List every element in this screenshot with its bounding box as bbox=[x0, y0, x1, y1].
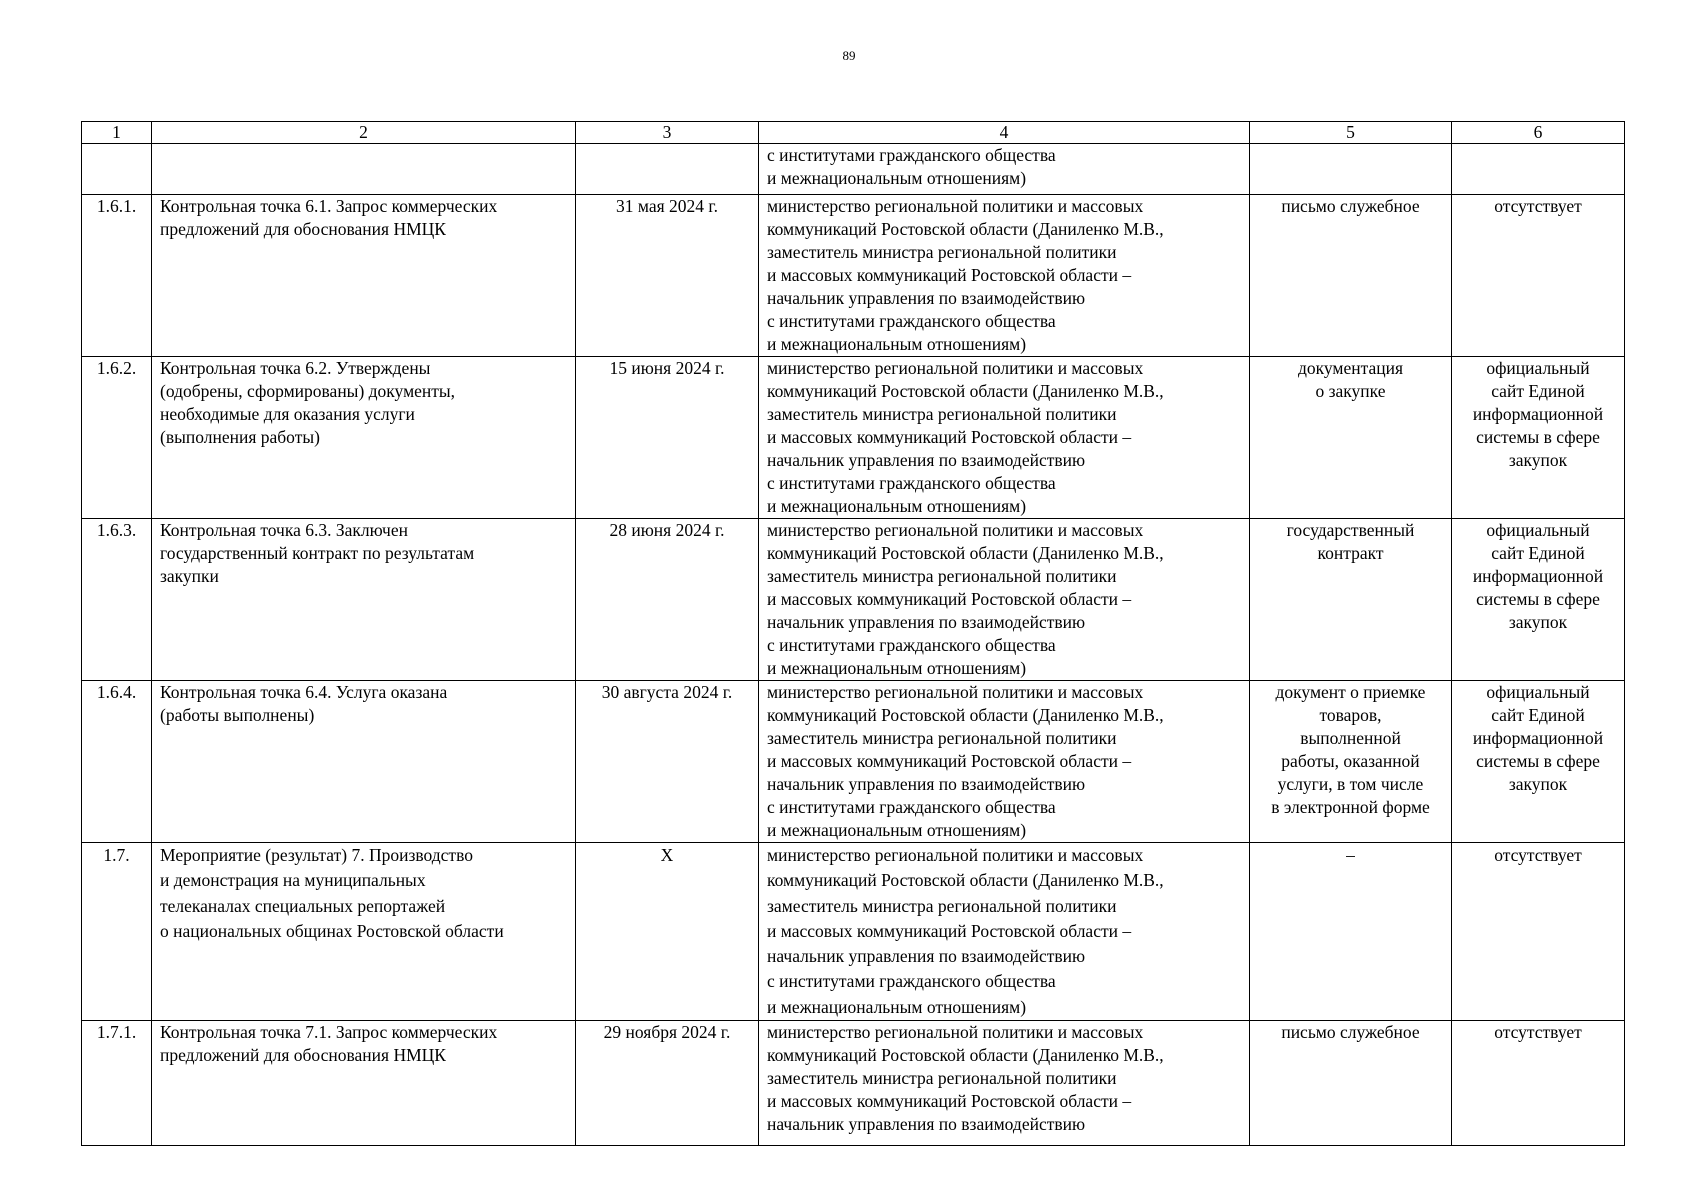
cell-line: – bbox=[1346, 845, 1355, 865]
cell-line: контракт bbox=[1317, 543, 1384, 563]
cell-line: закупок bbox=[1508, 612, 1568, 632]
cell-text: 29 ноября 2024 г. bbox=[603, 1022, 731, 1043]
cell-text: 1.7. bbox=[103, 845, 130, 865]
cell-number bbox=[82, 519, 152, 681]
cell-text: 1.6.1. bbox=[96, 196, 137, 216]
cell-line: министерство региональной политики и массовых bbox=[767, 845, 1144, 865]
cell-line: системы в сфере bbox=[1476, 751, 1600, 771]
cell-line: документ о приемке bbox=[1275, 682, 1426, 702]
cell-line: министерство региональной политики и массовых bbox=[767, 682, 1144, 702]
cell-line: заместитель министра региональной политики bbox=[767, 728, 1117, 748]
cell-text: 1.6.4. bbox=[96, 682, 137, 702]
cell-information-system bbox=[1452, 195, 1625, 357]
cell-document bbox=[1250, 519, 1452, 681]
cell-line: и массовых коммуникаций Ростовской области – bbox=[767, 920, 1132, 941]
cell-number bbox=[82, 144, 152, 195]
table-row bbox=[82, 144, 1625, 195]
table-row bbox=[82, 195, 1625, 357]
header-col-2: 2 bbox=[152, 122, 576, 144]
cell-line: предложений для обоснования НМЦК bbox=[160, 219, 446, 239]
cell-line: с институтами гражданского общества bbox=[767, 473, 1056, 493]
cell-line: выполненной bbox=[1300, 728, 1401, 748]
cell-line: информационной bbox=[1472, 566, 1604, 586]
cell-responsible bbox=[759, 195, 1250, 357]
cell-line: Контрольная точка 6.2. Утверждены bbox=[160, 358, 431, 378]
cell-line: и межнациональным отношениям) bbox=[767, 168, 1027, 188]
cell-line: государственный контракт по результатам bbox=[160, 543, 475, 563]
cell-line: (работы выполнены) bbox=[160, 705, 315, 725]
cell-line: и массовых коммуникаций Ростовской области – bbox=[767, 427, 1132, 447]
cell-text: 31 мая 2024 г. bbox=[616, 196, 718, 216]
cell-line: сайт Единой bbox=[1491, 543, 1585, 563]
cell-line: официальный bbox=[1486, 682, 1590, 702]
cell-number bbox=[82, 1021, 152, 1146]
cell-line: и межнациональным отношениям) bbox=[767, 658, 1027, 678]
cell-document bbox=[1250, 195, 1452, 357]
cell-line: с институтами гражданского общества bbox=[767, 797, 1056, 817]
plan-table bbox=[81, 121, 1625, 1146]
cell-date bbox=[576, 144, 759, 195]
header-col-3: 3 bbox=[576, 122, 759, 144]
cell-name bbox=[152, 843, 576, 1021]
cell-text: 15 июня 2024 г. bbox=[609, 358, 725, 378]
cell-line: отсутствует bbox=[1494, 196, 1582, 216]
cell-line: заместитель министра региональной политики bbox=[767, 1068, 1117, 1089]
cell-text: 1.6.3. bbox=[96, 520, 137, 540]
cell-line: сайт Единой bbox=[1491, 381, 1585, 401]
cell-line: заместитель министра региональной политики bbox=[767, 895, 1117, 916]
cell-line: и массовых коммуникаций Ростовской области – bbox=[767, 751, 1132, 771]
cell-document bbox=[1250, 681, 1452, 843]
cell-line: заместитель министра региональной политики bbox=[767, 242, 1117, 262]
cell-line: услуги, в том числе bbox=[1277, 774, 1424, 794]
cell-text: 28 июня 2024 г. bbox=[609, 520, 725, 540]
cell-line: начальник управления по взаимодействию bbox=[767, 774, 1086, 794]
cell-line: коммуникаций Ростовской области (Даниленко М.В., bbox=[767, 705, 1164, 725]
table-row bbox=[82, 843, 1625, 1021]
cell-information-system bbox=[1452, 144, 1625, 195]
cell-line: информационной bbox=[1472, 404, 1604, 424]
cell-line: министерство региональной политики и массовых bbox=[767, 196, 1144, 216]
cell-information-system bbox=[1452, 357, 1625, 519]
cell-line: Контрольная точка 6.1. Запрос коммерческих bbox=[160, 196, 498, 216]
cell-line: отсутствует bbox=[1494, 1022, 1582, 1043]
cell-line: коммуникаций Ростовской области (Даниленко М.В., bbox=[767, 381, 1164, 401]
cell-line: коммуникаций Ростовской области (Даниленко М.В., bbox=[767, 543, 1164, 563]
cell-responsible bbox=[759, 144, 1250, 195]
cell-line: и массовых коммуникаций Ростовской области – bbox=[767, 1091, 1132, 1112]
cell-line: системы в сфере bbox=[1476, 427, 1600, 447]
cell-line: (одобрены, сформированы) документы, bbox=[160, 381, 456, 401]
cell-line: с институтами гражданского общества bbox=[767, 971, 1056, 992]
cell-information-system bbox=[1452, 519, 1625, 681]
cell-number bbox=[82, 357, 152, 519]
header-col-1: 1 bbox=[82, 122, 152, 144]
cell-number bbox=[82, 195, 152, 357]
cell-text: 1.7.1. bbox=[96, 1022, 137, 1043]
cell-line: и межнациональным отношениям) bbox=[767, 820, 1027, 840]
cell-date bbox=[576, 843, 759, 1021]
cell-information-system bbox=[1452, 1021, 1625, 1146]
cell-line: необходимые для оказания услуги bbox=[160, 404, 415, 424]
header-col-5: 5 bbox=[1250, 122, 1452, 144]
cell-line: и межнациональным отношениям) bbox=[767, 496, 1027, 516]
cell-document bbox=[1250, 1021, 1452, 1146]
cell-line: письмо служебное bbox=[1281, 196, 1420, 216]
cell-name bbox=[152, 144, 576, 195]
cell-number bbox=[82, 681, 152, 843]
cell-line: и массовых коммуникаций Ростовской области – bbox=[767, 589, 1132, 609]
cell-line: Контрольная точка 6.4. Услуга оказана bbox=[160, 682, 448, 702]
cell-line: в электронной форме bbox=[1271, 797, 1430, 817]
cell-line: коммуникаций Ростовской области (Даниленко М.В., bbox=[767, 1045, 1164, 1066]
cell-line: начальник управления по взаимодействию bbox=[767, 450, 1086, 470]
cell-line: начальник управления по взаимодействию bbox=[767, 1114, 1086, 1135]
cell-line: товаров, bbox=[1319, 705, 1382, 725]
cell-line: государственный bbox=[1286, 520, 1415, 540]
cell-date bbox=[576, 1021, 759, 1146]
table-row bbox=[82, 519, 1625, 681]
cell-line: информационной bbox=[1472, 728, 1604, 748]
cell-name bbox=[152, 195, 576, 357]
cell-line: о национальных общинах Ростовской области bbox=[160, 920, 504, 941]
cell-document bbox=[1250, 144, 1452, 195]
cell-line: начальник управления по взаимодействию bbox=[767, 946, 1086, 967]
cell-text: 1.6.2. bbox=[96, 358, 137, 378]
cell-line: Мероприятие (результат) 7. Производство bbox=[160, 845, 473, 865]
cell-text: 30 августа 2024 г. bbox=[601, 682, 733, 702]
cell-responsible bbox=[759, 843, 1250, 1021]
table-row bbox=[82, 681, 1625, 843]
cell-line: предложений для обоснования НМЦК bbox=[160, 1045, 446, 1066]
page-number: 89 bbox=[842, 48, 856, 63]
cell-line: заместитель министра региональной политики bbox=[767, 404, 1117, 424]
cell-line: Контрольная точка 6.3. Заключен bbox=[160, 520, 408, 540]
cell-responsible bbox=[759, 519, 1250, 681]
cell-information-system bbox=[1452, 843, 1625, 1021]
cell-name bbox=[152, 1021, 576, 1146]
cell-information-system bbox=[1452, 681, 1625, 843]
cell-line: сайт Единой bbox=[1491, 705, 1585, 725]
cell-line: закупок bbox=[1508, 450, 1568, 470]
cell-line: официальный bbox=[1486, 358, 1590, 378]
header-col-4: 4 bbox=[759, 122, 1250, 144]
cell-line: Контрольная точка 7.1. Запрос коммерческих bbox=[160, 1022, 498, 1043]
cell-name bbox=[152, 681, 576, 843]
cell-line: (выполнения работы) bbox=[160, 427, 320, 447]
cell-line: документация bbox=[1297, 358, 1404, 378]
cell-line: начальник управления по взаимодействию bbox=[767, 612, 1086, 632]
table-row bbox=[82, 357, 1625, 519]
header-row bbox=[82, 122, 1625, 144]
cell-document bbox=[1250, 843, 1452, 1021]
cell-line: и массовых коммуникаций Ростовской области – bbox=[767, 265, 1132, 285]
table-row bbox=[82, 1021, 1625, 1146]
cell-line: закупки bbox=[160, 566, 219, 586]
cell-name bbox=[152, 357, 576, 519]
cell-number bbox=[82, 843, 152, 1021]
cell-line: коммуникаций Ростовской области (Даниленко М.В., bbox=[767, 870, 1164, 891]
cell-name bbox=[152, 519, 576, 681]
cell-line: с институтами гражданского общества bbox=[767, 145, 1056, 165]
cell-line: коммуникаций Ростовской области (Даниленко М.В., bbox=[767, 219, 1164, 239]
cell-line: работы, оказанной bbox=[1281, 751, 1420, 771]
cell-text: X bbox=[660, 845, 674, 865]
cell-line: с институтами гражданского общества bbox=[767, 311, 1056, 331]
cell-responsible bbox=[759, 1021, 1250, 1146]
cell-line: о закупке bbox=[1315, 381, 1386, 401]
cell-line: официальный bbox=[1486, 520, 1590, 540]
cell-line: и демонстрация на муниципальных bbox=[160, 870, 426, 891]
cell-line: и межнациональным отношениям) bbox=[767, 996, 1027, 1017]
cell-line: письмо служебное bbox=[1281, 1022, 1420, 1043]
header-col-6: 6 bbox=[1452, 122, 1625, 144]
cell-date bbox=[576, 681, 759, 843]
cell-line: заместитель министра региональной политики bbox=[767, 566, 1117, 586]
cell-line: закупок bbox=[1508, 774, 1568, 794]
cell-responsible bbox=[759, 357, 1250, 519]
cell-line: министерство региональной политики и массовых bbox=[767, 358, 1144, 378]
cell-line: телеканалах специальных репортажей bbox=[160, 895, 446, 916]
cell-line: с институтами гражданского общества bbox=[767, 635, 1056, 655]
cell-line: министерство региональной политики и массовых bbox=[767, 1022, 1144, 1043]
cell-document bbox=[1250, 357, 1452, 519]
cell-line: начальник управления по взаимодействию bbox=[767, 288, 1086, 308]
cell-line: системы в сфере bbox=[1476, 589, 1600, 609]
cell-date bbox=[576, 357, 759, 519]
cell-line: министерство региональной политики и массовых bbox=[767, 520, 1144, 540]
cell-line: отсутствует bbox=[1494, 845, 1582, 865]
cell-responsible bbox=[759, 681, 1250, 843]
cell-line: и межнациональным отношениям) bbox=[767, 334, 1027, 354]
cell-date bbox=[576, 195, 759, 357]
cell-date bbox=[576, 519, 759, 681]
